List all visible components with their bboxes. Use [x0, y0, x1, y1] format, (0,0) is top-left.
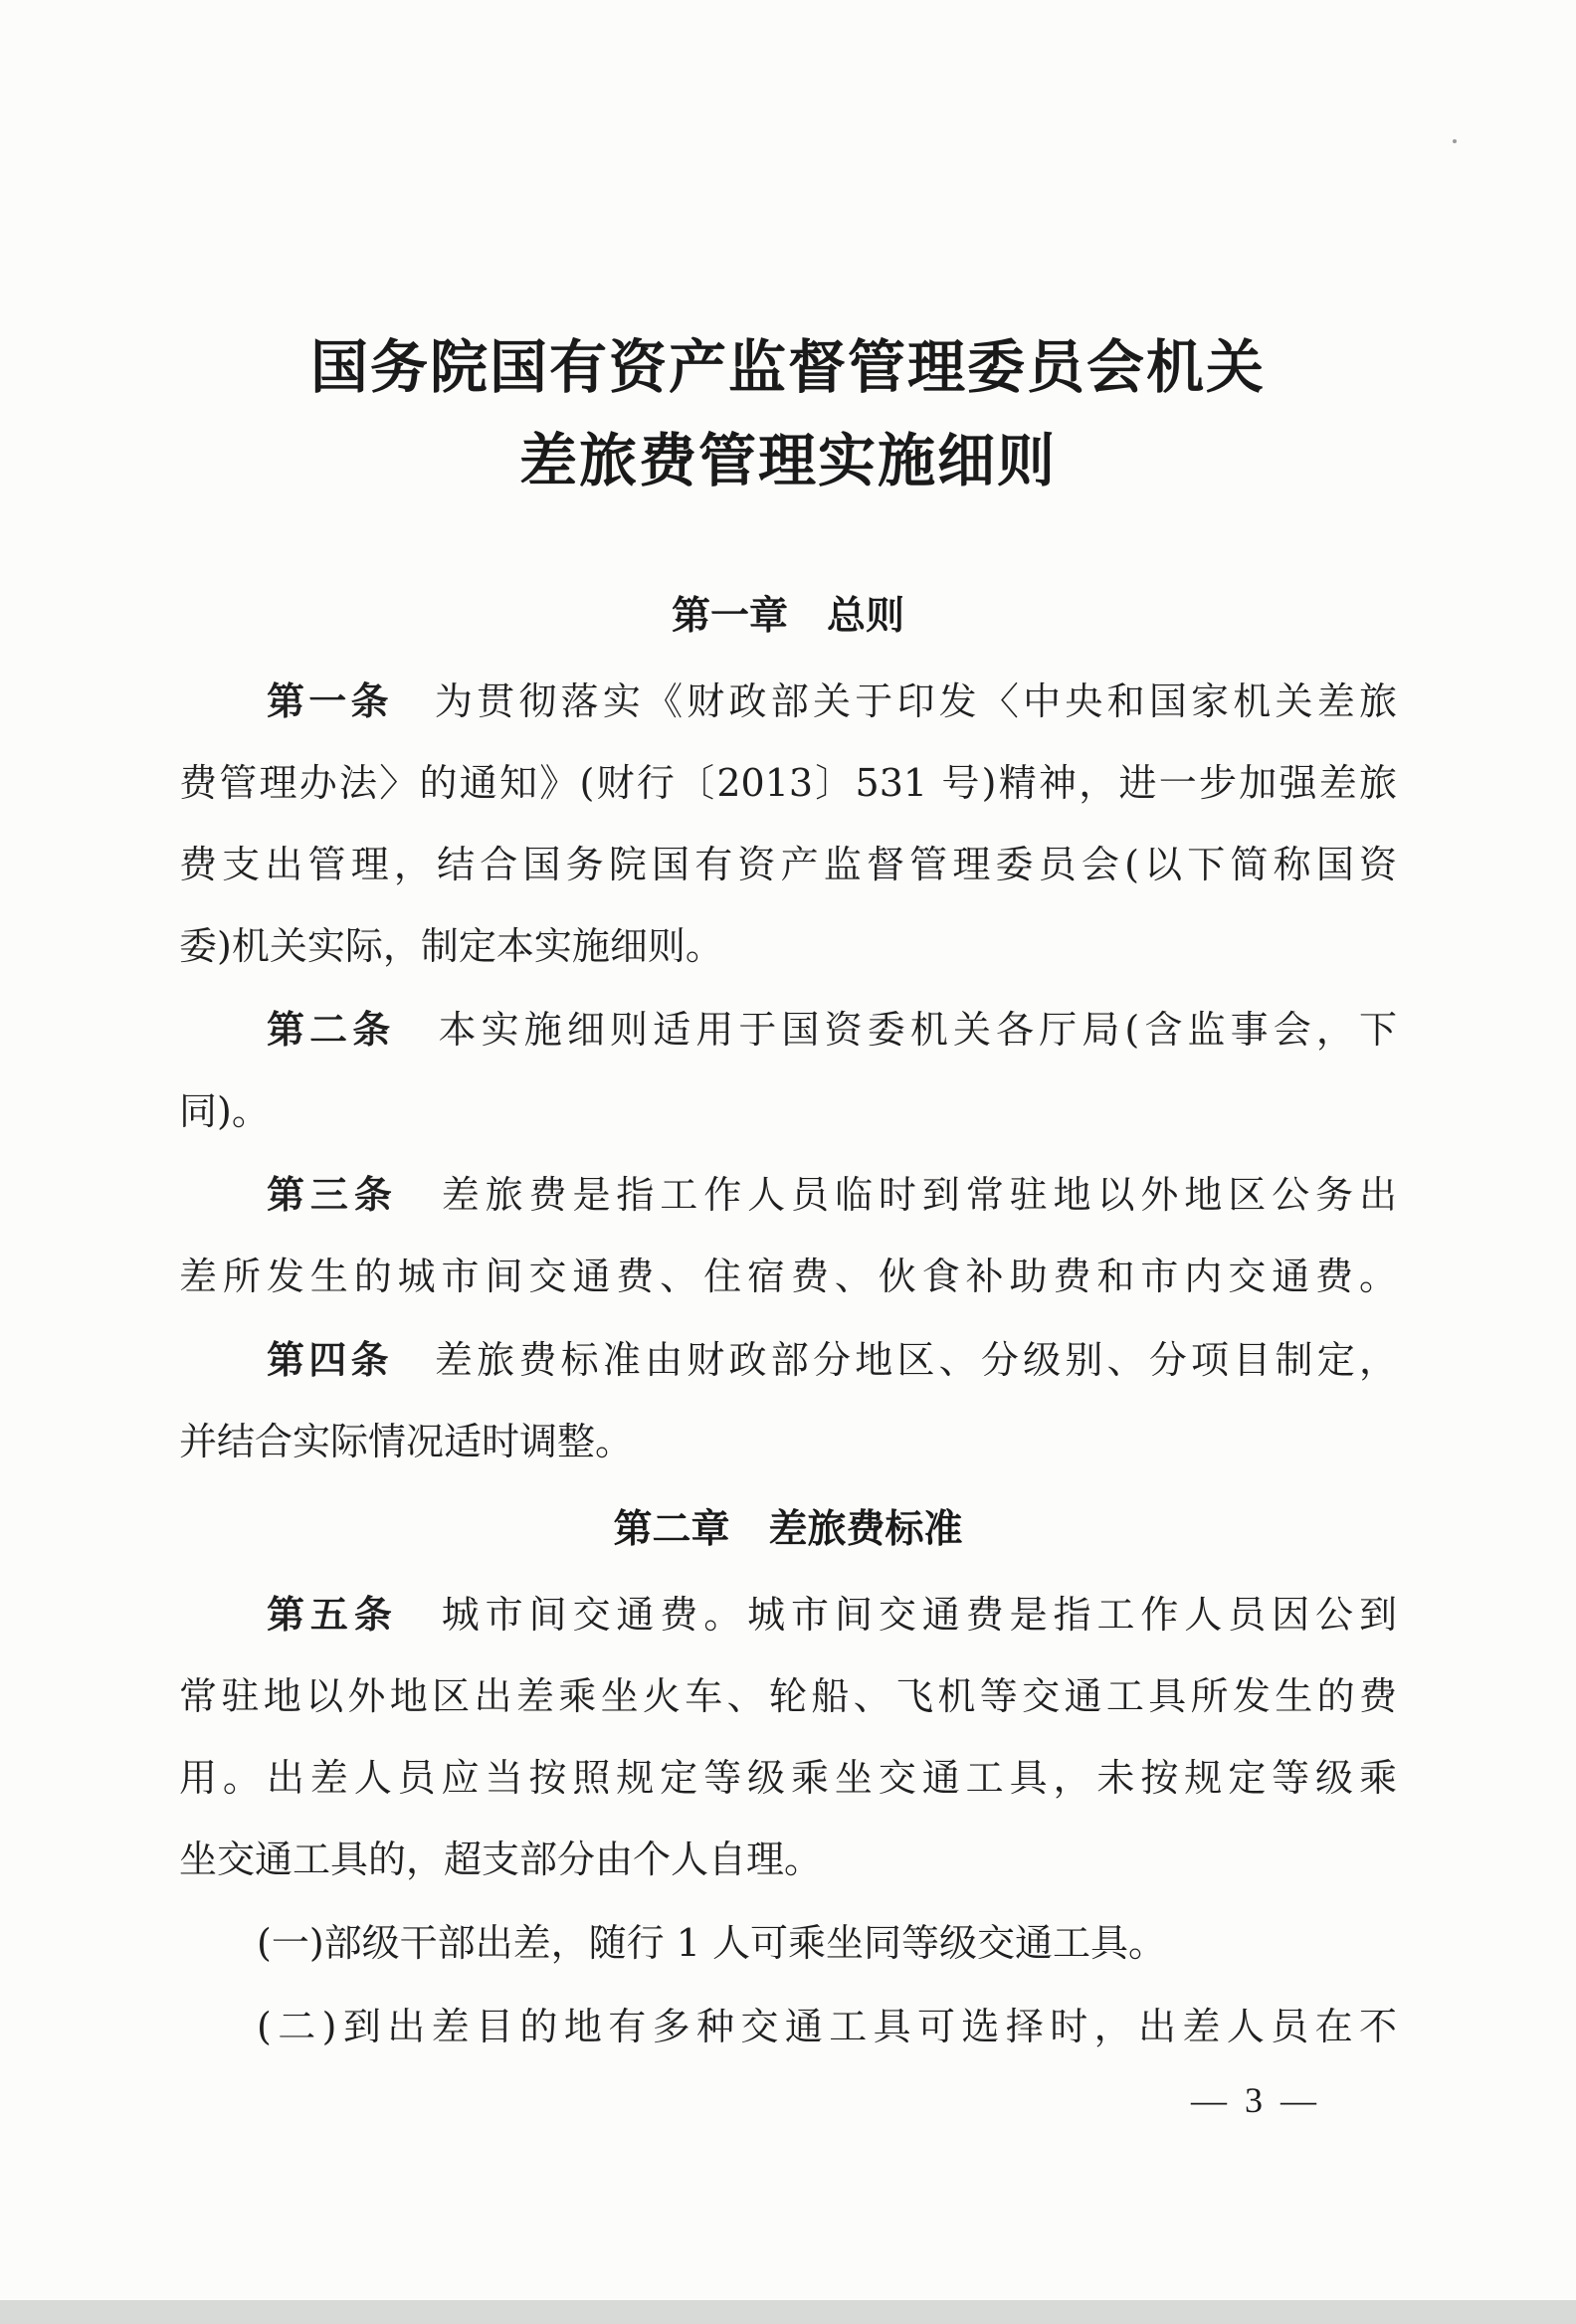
article-5-line-1: [267, 1584, 1397, 1639]
article-4-text-1: 差旅费标准由财政部分地区、分级别、分项目制定，: [434, 1338, 1397, 1382]
article-2-line-1: [267, 999, 1397, 1054]
document-title-line-1: 国务院国有资产监督管理委员会机关: [309, 333, 1266, 401]
article-5-text-1: 城市间交通费。城市间交通费是指工作人员因公到: [441, 1593, 1397, 1637]
article-2-line-2: 同)。: [179, 1089, 270, 1133]
article-2-text-1: 本实施细则适用于国资委机关各厅局(含监事会，下: [438, 1008, 1397, 1052]
article-1-line-4: 委)机关实际，制定本实施细则。: [179, 924, 723, 968]
article-5-line-4: 坐交通工具的，超支部分由个人自理。: [179, 1838, 823, 1881]
article-1-label: 第一条: [267, 679, 393, 723]
article-1-line-2: 费管理办法〉的通知》(财行〔2013〕531 号)精神，进一步加强差旅: [179, 761, 1397, 805]
page-number: — 3 —: [1191, 2080, 1316, 2120]
article-4-line-2: 并结合实际情况适时调整。: [179, 1420, 634, 1463]
document-title-line-2: 差旅费管理实施细则: [518, 427, 1057, 494]
chapter-heading-1: 第一章 总则: [671, 594, 904, 639]
article-1-line-3: 费支出管理，结合国务院国有资产监督管理委员会(以下简称国资: [179, 843, 1397, 886]
chapter-heading-2: 第二章 差旅费标准: [613, 1507, 963, 1552]
article-3-line-1: [267, 1164, 1397, 1219]
article-3-text-1: 差旅费是指工作人员临时到常驻地以外地区公务出: [441, 1173, 1397, 1217]
article-5-label: 第五条: [267, 1593, 398, 1637]
article-4-label: 第四条: [267, 1338, 393, 1382]
item-2: (二)到出差目的地有多种交通工具可选择时，出差人员在不: [257, 2005, 1397, 2048]
article-5-line-3: 用。出差人员应当按照规定等级乘坐交通工具，未按规定等级乘: [179, 1756, 1397, 1800]
article-5-line-2: 常驻地以外地区出差乘坐火车、轮船、飞机等交通工具所发生的费: [179, 1674, 1397, 1718]
article-4-line-1: [267, 1329, 1397, 1384]
article-3-label: 第三条: [267, 1173, 398, 1217]
article-1-line-1: [267, 671, 1397, 725]
scan-bottom-edge: [0, 2300, 1576, 2324]
item-1: (一)部级干部出差，随行 1 人可乘坐同等级交通工具。: [257, 1921, 1166, 1965]
article-1-text-1: 为贯彻落实《财政部关于印发〈中央和国家机关差旅: [434, 679, 1397, 723]
scan-speck: [1453, 139, 1457, 143]
article-3-line-2: 差所发生的城市间交通费、住宿费、伙食补助费和市内交通费。: [179, 1255, 1397, 1298]
article-2-label: 第二条: [267, 1008, 396, 1052]
